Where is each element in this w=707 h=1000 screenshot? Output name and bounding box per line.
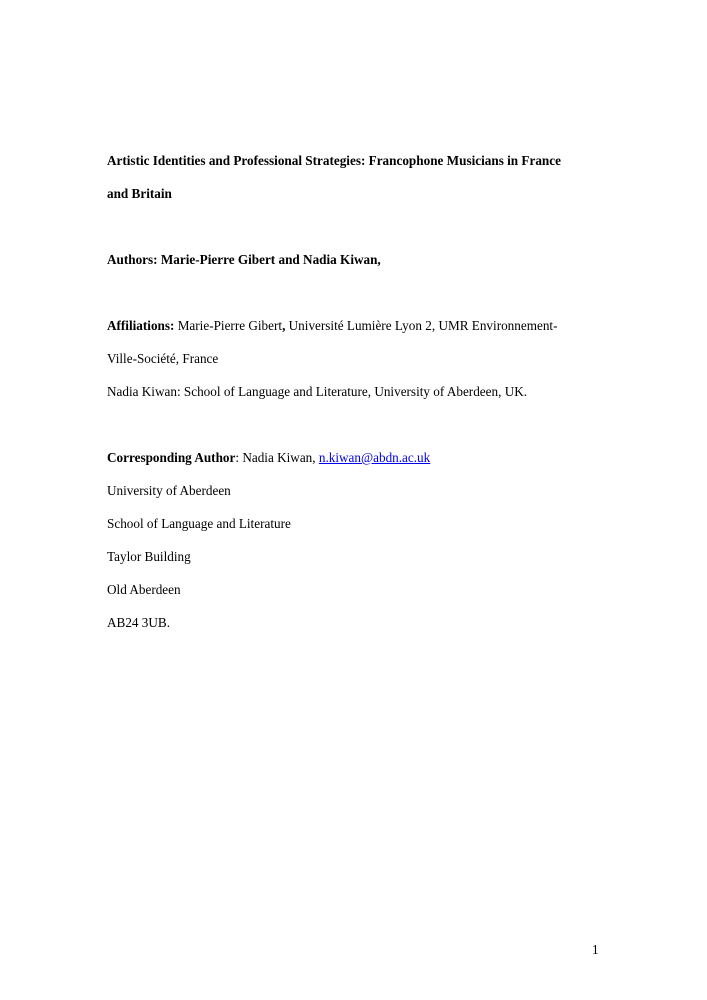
affiliation-first-name: Marie-Pierre Gibert — [174, 318, 283, 333]
address-line: School of Language and Literature — [107, 516, 291, 531]
address-line: Taylor Building — [107, 549, 191, 564]
affiliation-first-rest: Université Lumière Lyon 2, UMR Environnement- — [285, 318, 558, 333]
email-link[interactable]: n.kiwan@abdn.ac.uk — [318, 450, 431, 465]
corresponding-author-label: Corresponding Author — [107, 450, 236, 465]
title-line-2: and Britain — [107, 186, 172, 201]
address-line: AB24 3UB. — [107, 615, 171, 630]
affiliations-line-3: Nadia Kiwan: School of Language and Literature, University of Aberdeen, UK. — [107, 384, 528, 399]
page-number: 1 — [592, 942, 599, 957]
address-line: Old Aberdeen — [107, 582, 181, 597]
corresponding-author-line — [107, 450, 430, 466]
address-line: University of Aberdeen — [107, 483, 231, 498]
affiliations-line-1 — [107, 318, 557, 334]
authors-line: Authors: Marie-Pierre Gibert and Nadia Kiwan, — [107, 252, 381, 267]
title-line-1: Artistic Identities and Professional Strategies: Francophone Musicians in France — [107, 153, 561, 168]
corresponding-author-name: : Nadia Kiwan, — [235, 450, 319, 465]
affiliations-label: Affiliations: — [107, 318, 175, 333]
affiliation-comma: , — [282, 318, 286, 333]
affiliations-line-2: Ville-Société, France — [107, 351, 219, 366]
